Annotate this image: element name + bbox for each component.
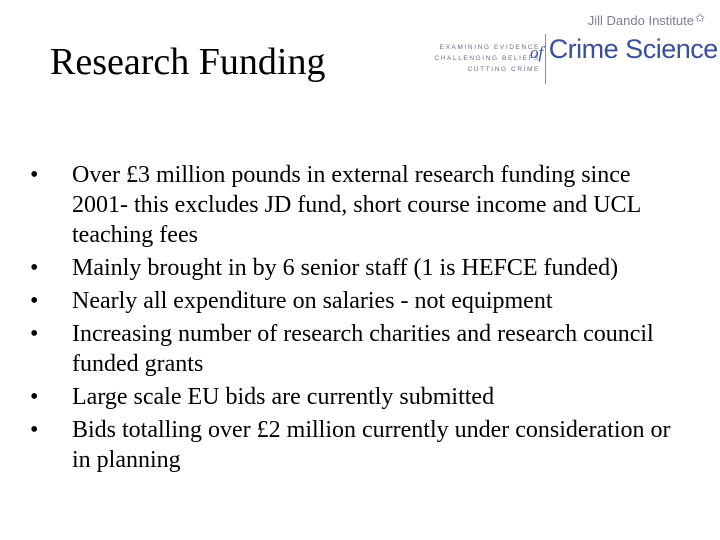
list-item (30, 319, 690, 379)
bullet-dot: • (30, 255, 39, 281)
bullet-dot: • (30, 321, 39, 347)
bullet-dot: • (30, 417, 39, 443)
list-item (30, 415, 690, 475)
bullet-text: Mainly brought in by 6 senior staff (1 is HEFCE funded) (72, 255, 619, 281)
logo-tagline: CHALLENGING BELIEFS (434, 55, 540, 62)
logo-crime-science: Crime Science (548, 34, 718, 64)
logo-tagline: CUTTING CRIME (467, 66, 540, 73)
bullet-list (30, 160, 690, 478)
logo-tagline: EXAMINING EVIDENCE (439, 44, 540, 51)
list-item (30, 286, 690, 316)
logo-taglines (428, 42, 540, 75)
bullet-text: Increasing number of research charities and research council funded grants (72, 321, 654, 377)
logo-of: of (530, 43, 544, 62)
star-icon: ✩ (695, 11, 706, 25)
institute-logo (420, 10, 718, 86)
bullet-text: Bids totalling over £2 million currently under consideration or in planning (72, 417, 671, 473)
bullet-text: Large scale EU bids are currently submitted (72, 384, 495, 410)
list-item (30, 160, 690, 250)
bullet-dot: • (30, 384, 39, 410)
bullet-dot: • (30, 162, 39, 188)
bullet-dot: • (30, 288, 39, 314)
list-item (30, 253, 690, 283)
logo-main-name (530, 34, 718, 65)
logo-institute-name: Jill Dando Institute (587, 13, 694, 28)
slide-title: Research Funding (50, 41, 326, 83)
bullet-text: Nearly all expenditure on salaries - not equipment (72, 288, 553, 314)
bullet-text: Over £3 million pounds in external research funding since 2001- this excludes JD fund, short course income and UCL teaching fees (72, 162, 641, 248)
list-item (30, 382, 690, 412)
